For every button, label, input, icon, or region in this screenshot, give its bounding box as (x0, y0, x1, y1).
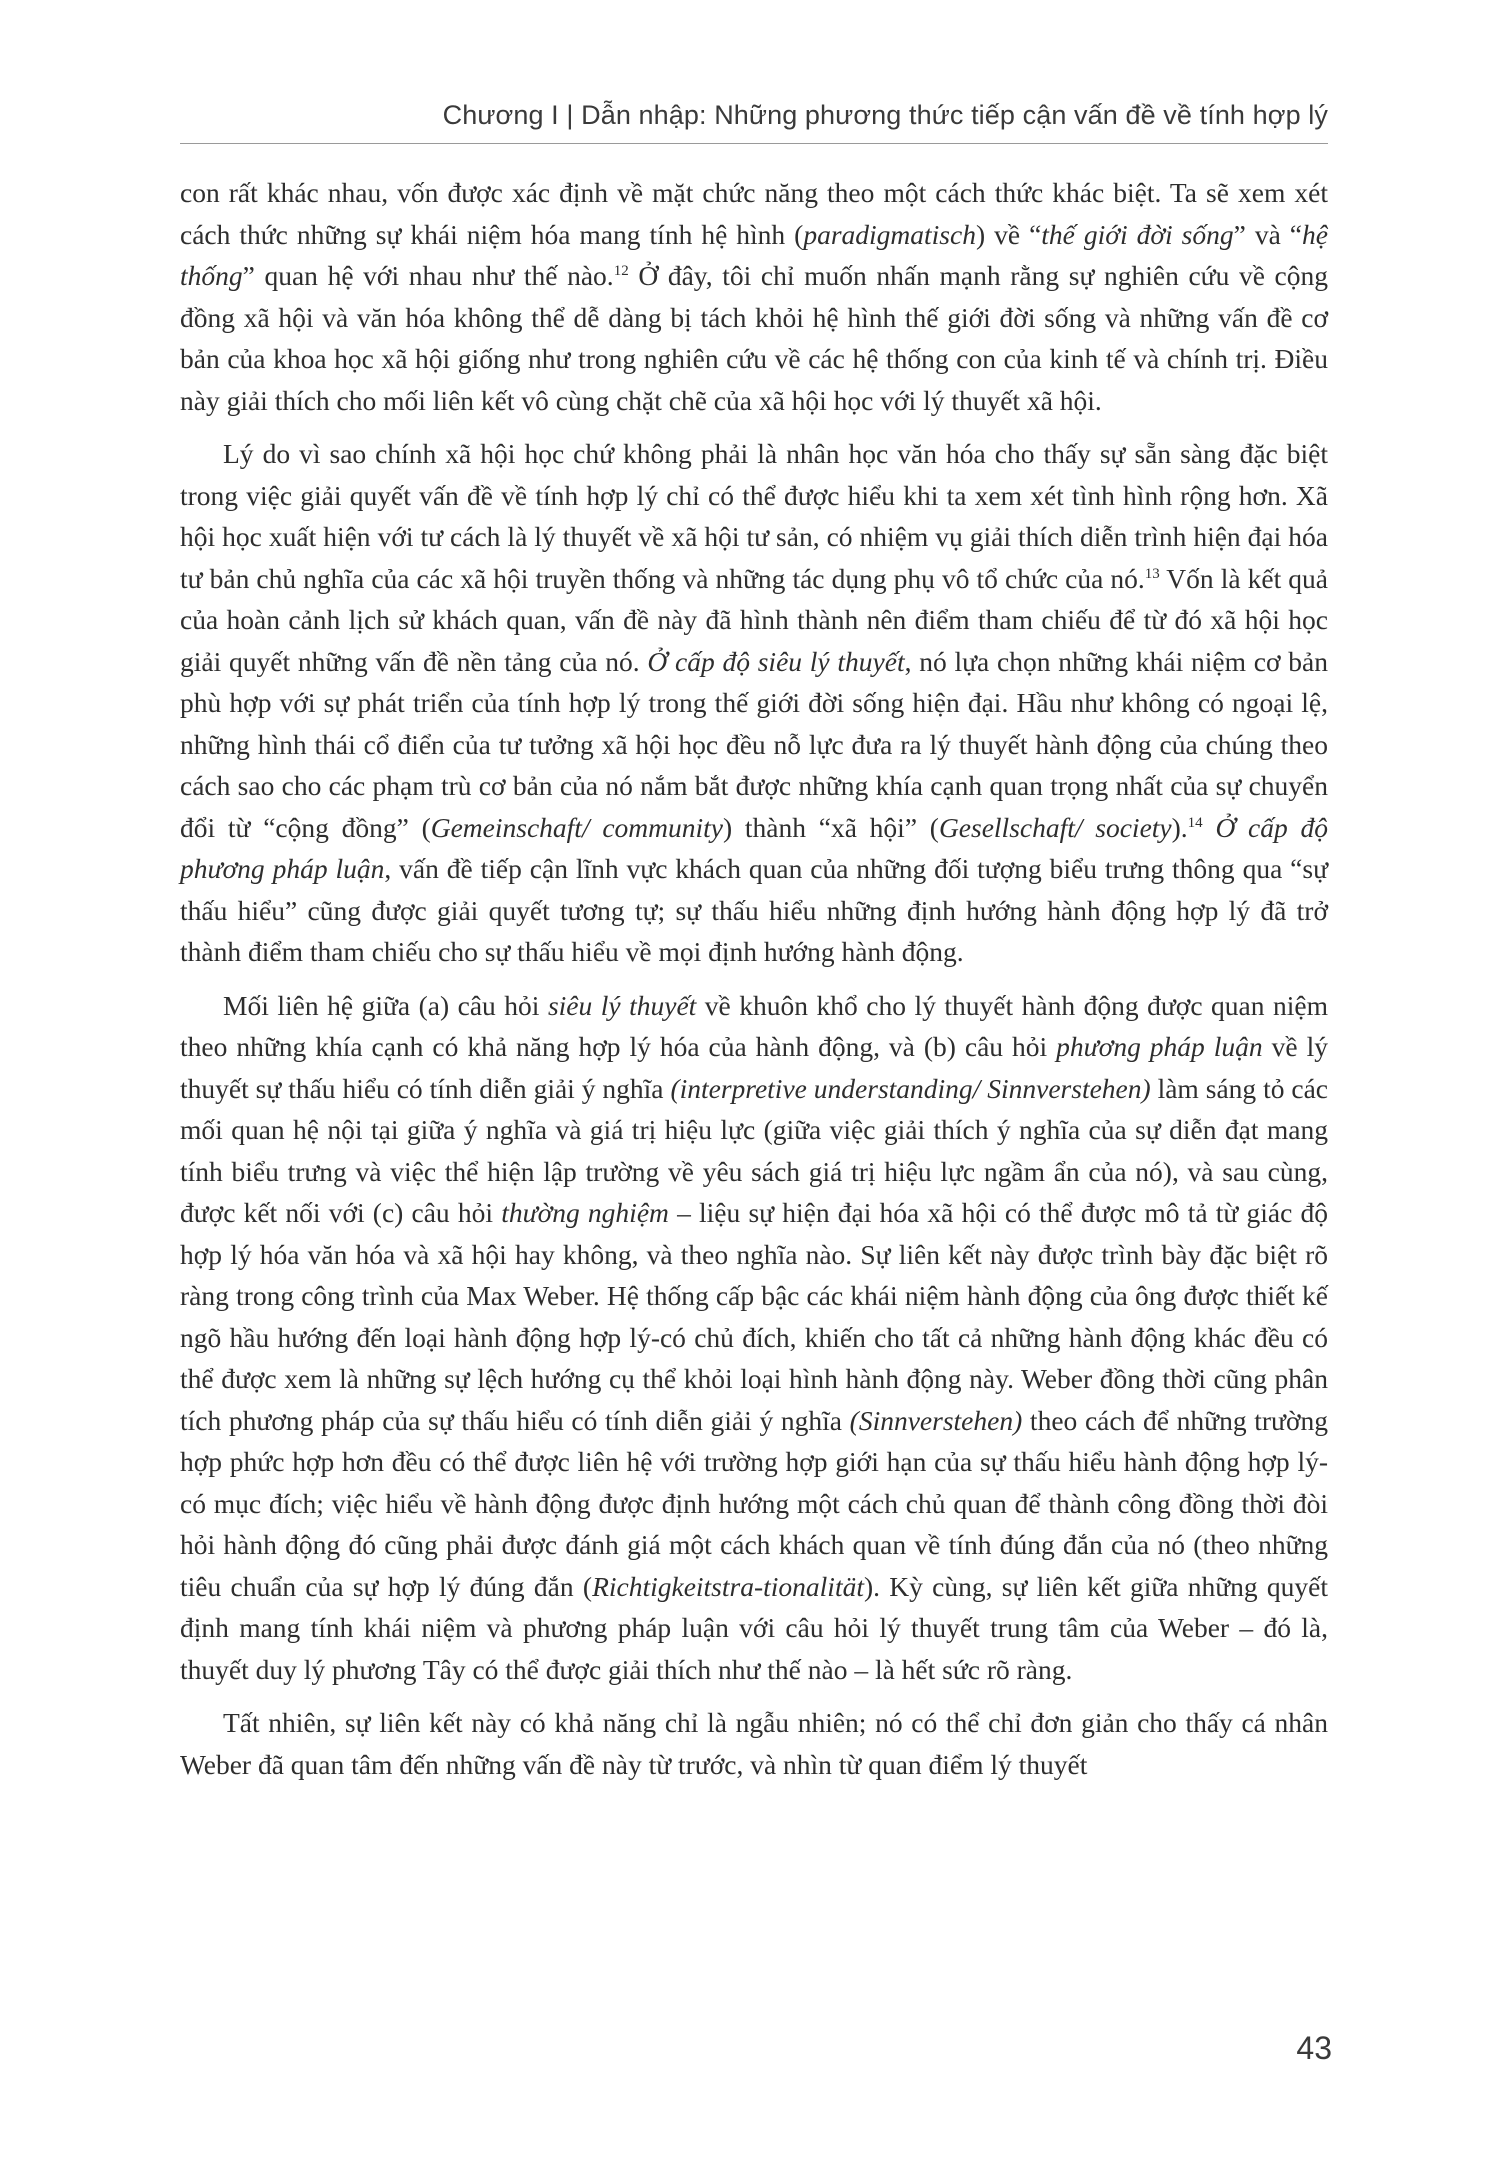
footnote-marker: 14 (1187, 814, 1203, 831)
text-run: về lý thuyết sự thấu hiểu có tính diễn giải ý nghĩa (180, 1031, 1328, 1104)
italic-term: Richtigkeitstra-tionalität (592, 1570, 864, 1602)
italic-term: Ở cấp độ siêu lý thuyết (647, 645, 905, 677)
paragraph-3 (180, 985, 1328, 1691)
text-run: con rất khác nhau, vốn được xác định về mặt chức năng theo một cách thức khác biệt. Ta sẽ xem xét cách thức những sự khái niệm hóa mang tính hệ hình ( (180, 177, 1328, 250)
paragraph-2 (180, 433, 1328, 973)
italic-term: siêu lý thuyết (547, 989, 697, 1021)
text-run: ” quan hệ với nhau như thế nào. (242, 260, 614, 291)
page-number: 43 (1296, 2030, 1332, 2066)
text-run: Ở đây, tôi chỉ muốn nhấn mạnh rằng sự nghiên cứu về cộng đồng xã hội và văn hóa không thể dễ dàng bị tách khỏi hệ hình thế giới đời sống và những vấn đề cơ bản của khoa học xã hội giống như trong nghiên cứu về các hệ thống con của kinh tế và chính trị. Điều này giải thích cho mối liên kết vô cùng chặt chẽ của xã hội học với lý thuyết xã hội. (180, 260, 1329, 416)
text-run: Vốn là kết quả của hoàn cảnh lịch sử khách quan, vấn đề này đã hình thành nên điểm tham chiếu để từ đó xã hội học giải quyết những vấn đề nền tảng của nó. (180, 562, 1328, 677)
text-run: – liệu sự hiện đại hóa xã hội có thể được mô tả từ giác độ hợp lý hóa văn hóa và xã hội hay không, và theo nghĩa nào. Sự liên kết này được trình bày đặc biệt rõ ràng trong công trình của Max Weber. Hệ thống cấp bậc các khái niệm hành động của ông được thiết kế ngõ hầu hướng đến loại hành động hợp lý-có chủ đích, khiến cho tất cả những hành động khác đều có thể được xem là những sự lệch hướng cụ thể khỏi loại hình hành động này. Weber đồng thời cũng phân tích phương pháp của sự thấu hiểu có tính diễn giải ý nghĩa (180, 1197, 1328, 1436)
text-run: theo cách để những trường hợp phức hợp hơn đều có thể được liên hệ với trường hợp giới hạn của sự thấu hiểu hành động hợp lý-có mục đích; việc hiểu về hành động được định hướng một cách chủ quan để thành công đồng thời đòi hỏi hành động đó cũng phải được đánh giá một cách khách quan về tính đúng đắn của nó (theo những tiêu chuẩn của sự hợp lý đúng đắn ( (180, 1404, 1328, 1602)
text-run: ” và “ (1233, 218, 1303, 250)
running-header: Chương I | Dẫn nhập: Những phương thức tiếp cận vấn đề về tính hợp lý (442, 100, 1328, 130)
header-rule (180, 143, 1328, 144)
italic-term: thường nghiệm (501, 1197, 669, 1228)
text-run: , vấn đề tiếp cận lĩnh vực khách quan của những đối tượng biểu trưng thông qua “sự thấu hiểu” cũng được giải quyết tương tự; sự thấu hiểu những định hướng hành động hợp lý đã trở thành điểm tham chiếu cho sự thấu hiểu về mọi định hướng hành động. (180, 853, 1328, 967)
italic-term: hệ thống (180, 218, 1328, 291)
paragraph-4 (180, 1702, 1328, 1785)
text-run: Lý do vì sao chính xã hội học chứ không phải là nhân học văn hóa cho thấy sự sẵn sàng đặc biệt trong việc giải quyết vấn đề về tính hợp lý chỉ có thể được hiểu khi ta xem xét tình hình rộng hơn. Xã hội học xuất hiện với tư cách là lý thuyết về xã hội tư sản, có nhiệm vụ giải thích diễn trình hiện đại hóa tư bản chủ nghĩa của các xã hội truyền thống và những tác dụng phụ vô tổ chức của nó. (180, 438, 1328, 594)
text-run: , nó lựa chọn những khái niệm cơ bản phù hợp với sự phát triển của tính hợp lý trong thế giới đời sống hiện đại. Hầu như không có ngoại lệ, những hình thái cổ điển của tư tưởng xã hội học đều nỗ lực đưa ra lý thuyết hành động của chúng theo cách sao cho các phạm trù cơ bản của nó nắm bắt được những khía cạnh quan trọng nhất của sự chuyển đổi từ “cộng đồng” ( (180, 645, 1328, 843)
text-run: Tất nhiên, sự liên kết này có khả năng chỉ là ngẫu nhiên; nó có thể chỉ đơn giản cho thấy cá nhân Weber đã quan tâm đến những vấn đề này từ trước, và nhìn từ quan điểm lý thuyết (180, 1707, 1328, 1780)
text-run (1203, 812, 1216, 843)
italic-term: thế giới đời sống (1041, 218, 1234, 250)
paragraph-1 (180, 172, 1328, 421)
italic-term: Gemeinschaft/ community (430, 811, 723, 843)
italic-term: phương pháp luận (1056, 1031, 1263, 1062)
text-run: ). (1171, 811, 1188, 843)
text-run: Mối liên hệ giữa (a) câu hỏi (223, 989, 548, 1021)
footnote-marker: 12 (613, 262, 629, 279)
italic-term: Ở cấp độ phương pháp luận (180, 811, 1329, 884)
text-run: về khuôn khổ cho lý thuyết hành động được quan niệm theo những khía cạnh có khả năng hợp lý hóa của hành động, và (b) câu hỏi (180, 989, 1328, 1062)
italic-term: (interpretive understanding/ Sinnverstehen) (670, 1072, 1151, 1104)
text-run: ) thành “xã hội” ( (723, 811, 939, 843)
body-text (180, 172, 1328, 1797)
text-run: làm sáng tỏ các mối quan hệ nội tại giữa ý nghĩa và giá trị hiệu lực (giữa việc giải thích ý nghĩa của sự diễn đạt mang tính biểu trưng và việc thể hiện lập trường về yêu sách giá trị hiệu lực ngầm ẩn của nó), và sau cùng, được kết nối với (c) câu hỏi (180, 1072, 1328, 1228)
italic-term: (Sinnverstehen) (849, 1404, 1023, 1436)
italic-term: Gesellschaft/ society (938, 811, 1172, 843)
text-run: ) về “ (975, 218, 1042, 250)
italic-term: paradigmatisch (803, 218, 976, 250)
text-run: ). Kỳ cùng, sự liên kết giữa những quyết định mang tính khái niệm và phương pháp luận với câu hỏi lý thuyết trung tâm của Weber – đó là, thuyết duy lý phương Tây có thể được giải thích như thế nào – là hết sức rõ ràng. (180, 1570, 1328, 1685)
footnote-marker: 13 (1144, 565, 1160, 582)
